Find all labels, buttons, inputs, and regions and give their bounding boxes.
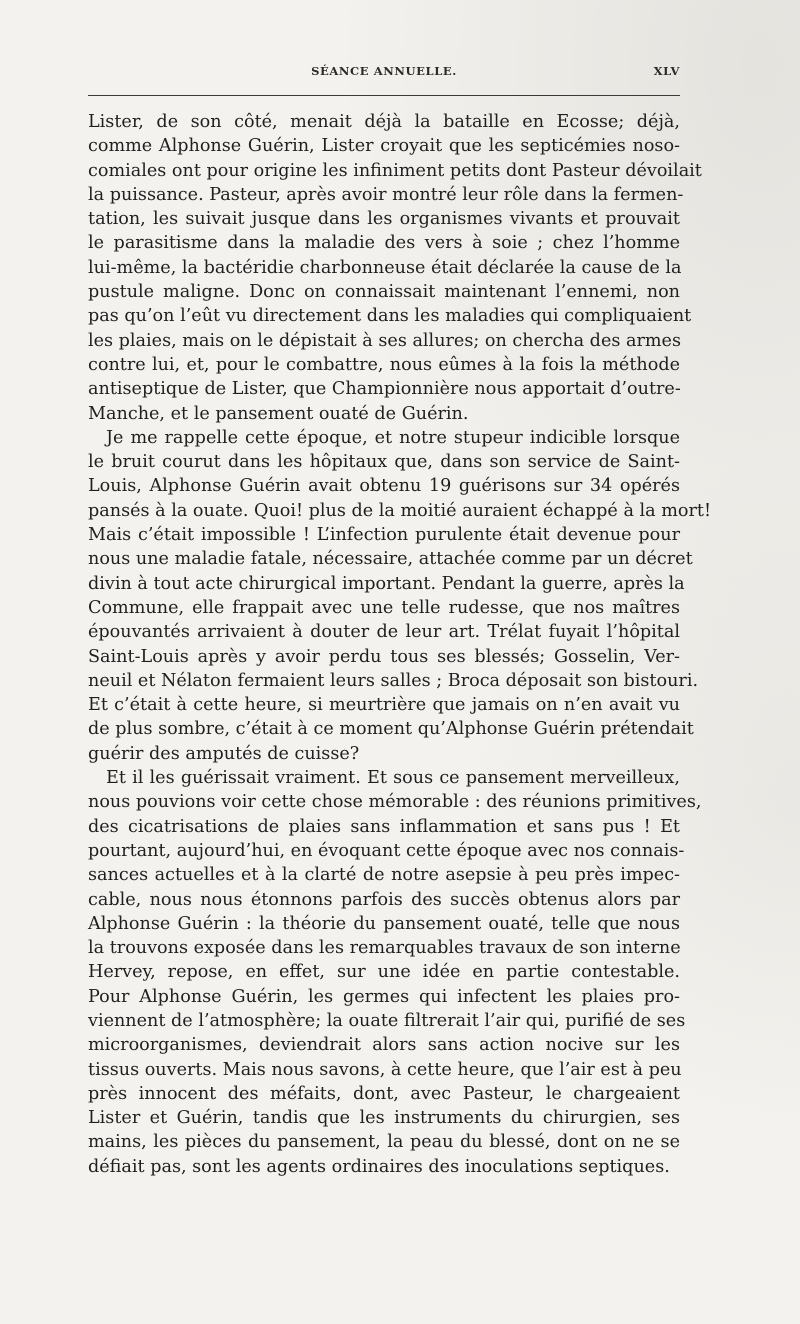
text-line: nous une maladie fatale, nécessaire, attachée comme par un décret bbox=[88, 549, 693, 570]
page-header bbox=[88, 64, 680, 82]
text-line: contre lui, et, pour le combattre, nous eûmes à la fois la méthode bbox=[88, 354, 680, 375]
text-line: comme Alphonse Guérin, Lister croyait que les septicémies noso- bbox=[88, 136, 680, 157]
text-line: Et il les guérissait vraiment. Et sous ce pansement merveilleux, bbox=[106, 768, 680, 789]
text-line: mains, les pièces du pansement, la peau du blessé, dont on ne se bbox=[88, 1132, 680, 1153]
text-line: près innocent des méfaits, dont, avec Pasteur, le chargeaient bbox=[88, 1083, 680, 1104]
paragraph bbox=[88, 766, 702, 1179]
text-line: Hervey, repose, en effet, sur une idée en partie contestable. bbox=[88, 962, 680, 983]
text-line: sances actuelles et à la clarté de notre asepsie à peu près impec- bbox=[88, 865, 680, 886]
text-line: épouvantés arrivaient à douter de leur art. Trélat fuyait l’hôpital bbox=[88, 622, 680, 643]
text-line: microorganismes, deviendrait alors sans action nocive sur les bbox=[88, 1035, 680, 1056]
body-text bbox=[88, 110, 712, 1179]
text-line: Et c’était à cette heure, si meurtrière que jamais on n’en avait vu bbox=[88, 695, 680, 716]
text-line: tation, les suivait jusque dans les organismes vivants et prouvait bbox=[88, 209, 680, 230]
text-line: Alphonse Guérin : la théorie du pansement ouaté, telle que nous bbox=[88, 913, 680, 934]
page-number: XLV bbox=[653, 64, 680, 78]
text-line: la trouvons exposée dans les remarquables travaux de son interne bbox=[88, 938, 681, 959]
text-line: nous pouvions voir cette chose mémorable : des réunions primitives, bbox=[88, 792, 702, 813]
text-line: divin à tout acte chirurgical important. Pendant la guerre, après la bbox=[88, 573, 685, 594]
text-line: pansés à la ouate. Quoi! plus de la moitié auraient échappé à la mort! bbox=[88, 500, 712, 521]
text-line: Manche, et le pansement ouaté de Guérin. bbox=[88, 403, 469, 424]
text-line: le parasitisme dans la maladie des vers à soie ; chez l’homme bbox=[88, 233, 680, 254]
header-rule bbox=[88, 95, 680, 96]
text-line: défiait pas, sont les agents ordinaires des inoculations septiques. bbox=[88, 1156, 670, 1177]
text-line: des cicatrisations de plaies sans inflammation et sans pus ! Et bbox=[88, 816, 680, 837]
text-line: antiseptique de Lister, que Championnière nous apportait d’outre- bbox=[88, 379, 681, 400]
text-line: Lister et Guérin, tandis que les instruments du chirurgien, ses bbox=[88, 1108, 680, 1129]
text-line: viennent de l’atmosphère; la ouate filtrerait l’air qui, purifié de ses bbox=[88, 1010, 686, 1031]
text-line: lui-même, la bactéridie charbonneuse était déclarée la cause de la bbox=[88, 257, 682, 278]
paragraph bbox=[88, 110, 702, 426]
text-line: Pour Alphonse Guérin, les germes qui infectent les plaies pro- bbox=[88, 986, 680, 1007]
text-line: Louis, Alphonse Guérin avait obtenu 19 guérisons sur 34 opérés bbox=[88, 476, 680, 497]
text-line: la puissance. Pasteur, après avoir montré leur rôle dans la fermen- bbox=[88, 184, 684, 205]
text-line: guérir des amputés de cuisse? bbox=[88, 743, 360, 764]
text-line: neuil et Nélaton fermaient leurs salles ; Broca déposait son bistouri. bbox=[88, 670, 699, 691]
text-line: Mais c’était impossible ! L’infection purulente était devenue pour bbox=[88, 525, 680, 546]
text-line: pustule maligne. Donc on connaissait maintenant l’ennemi, non bbox=[88, 282, 680, 303]
text-line: le bruit courut dans les hôpitaux que, dans son service de Saint- bbox=[88, 452, 680, 473]
running-title: SÉANCE ANNUELLE. bbox=[311, 64, 457, 78]
text-line: Saint-Louis après y avoir perdu tous ses blessés; Gosselin, Ver- bbox=[88, 646, 680, 667]
text-line: Lister, de son côté, menait déjà la bataille en Ecosse; déjà, bbox=[88, 112, 680, 132]
text-line: pourtant, aujourd’hui, en évoquant cette époque avec nos connais- bbox=[88, 840, 685, 861]
text-line: les plaies, mais on le dépistait à ses allures; on chercha des armes bbox=[88, 330, 681, 351]
text-line: de plus sombre, c’était à ce moment qu’Alphonse Guérin prétendait bbox=[88, 719, 694, 740]
text-line: Commune, elle frappait avec une telle rudesse, que nos maîtres bbox=[88, 597, 680, 618]
text-line: cable, nous nous étonnons parfois des succès obtenus alors par bbox=[88, 889, 680, 910]
paragraph bbox=[88, 426, 712, 766]
text-line: tissus ouverts. Mais nous savons, à cette heure, que l’air est à peu bbox=[88, 1059, 682, 1080]
text-line: comiales ont pour origine les infiniment petits dont Pasteur dévoilait bbox=[88, 160, 702, 181]
text-line: pas qu’on l’eût vu directement dans les maladies qui compliquaient bbox=[88, 306, 692, 327]
text-line: Je me rappelle cette époque, et notre stupeur indicible lorsque bbox=[106, 427, 680, 448]
